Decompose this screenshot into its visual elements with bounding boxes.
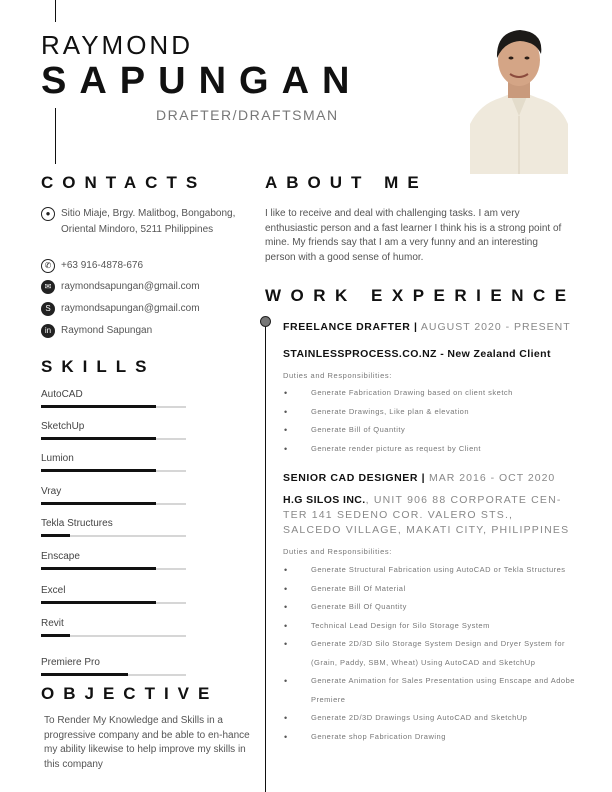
company-address: , UNIT 906 88 CORPORATE CEN-TER 141 SEDENO COR. VALERO STS., SALCEDO VILLAGE, MAKATI CITY, PHILIPPINES: [283, 494, 570, 536]
company-name: STAINLESSPROCESS.CO.NZ - New Zealand Client: [283, 348, 551, 360]
contact-skype[interactable]: [41, 301, 200, 317]
skill-item: [41, 421, 187, 432]
email-icon: ✉: [41, 280, 55, 294]
objective-text: To Render My Knowledge and Skills in a progressive company and be able to en-hance my ability likewise to help improve my skills in this company: [44, 715, 250, 770]
timeline-dot: [260, 316, 271, 327]
location-icon: ●: [41, 207, 55, 221]
skill-bar-fill: [41, 567, 156, 570]
skype-icon: S: [41, 302, 55, 316]
skill-item: [41, 518, 187, 529]
contact-email-text[interactable]: raymondsapungan@gmail.com: [61, 281, 200, 292]
skill-bar-fill: [41, 601, 156, 604]
contact-linkedin[interactable]: [41, 323, 152, 339]
objective-title: OBJECTIVE: [41, 684, 219, 703]
job-company: [283, 347, 583, 362]
contact-linkedin-text[interactable]: Raymond Sapungan: [61, 325, 153, 336]
skills-title: SKILLS: [41, 357, 156, 376]
job-dates: MAR 2016 - OCT 2020: [425, 472, 556, 484]
work-title: WORK EXPERIENCE: [265, 286, 576, 305]
duties-label: Duties and Responsibilities:: [283, 547, 392, 556]
company-name: H.G SILOS INC.: [283, 494, 366, 506]
skill-name: Lumion: [41, 453, 74, 464]
skill-item: [41, 389, 187, 400]
timeline-line: [265, 320, 266, 792]
profile-photo: [470, 24, 568, 174]
contact-email[interactable]: [41, 279, 200, 295]
skill-name: SketchUp: [41, 421, 85, 432]
skill-name: Revit: [41, 618, 64, 629]
duty-item: • Generate Drawings, Like plan & elevation: [283, 403, 573, 422]
skill-item: [41, 657, 187, 668]
about-text: I like to receive and deal with challenging tasks. I am very enthusiastic person and a fast learner I think his is a strong point of mine. My friends say that I am a very funny and an interesting person with a good sense of humor.: [265, 208, 562, 263]
skill-bar-fill: [41, 634, 70, 637]
duty-item: • Generate Bill Of Quantity: [283, 598, 575, 617]
skill-name: Vray: [41, 486, 62, 497]
skill-bar-fill: [41, 405, 156, 408]
duty-item: • Generate shop Fabrication Drawing: [283, 728, 575, 747]
duty-item: • Generate Animation for Sales Presentation using Enscape and Adobe Premiere: [283, 672, 575, 709]
job-heading: [283, 472, 555, 484]
contacts-title: CONTACTS: [41, 173, 207, 192]
skill-name: Excel: [41, 585, 66, 596]
skill-bar-fill: [41, 437, 156, 440]
phone-icon: ✆: [41, 259, 55, 273]
skill-item: [41, 585, 187, 596]
skill-name: AutoCAD: [41, 389, 83, 400]
duty-item: • Generate Bill of Quantity: [283, 421, 573, 440]
duties-label: Duties and Responsibilities:: [283, 371, 392, 380]
job-heading: [283, 321, 571, 333]
duty-item: • Technical Lead Design for Silo Storage System: [283, 617, 575, 636]
duty-item: • Generate Bill Of Material: [283, 580, 575, 599]
contact-address: [41, 206, 246, 238]
skill-bar-fill: [41, 469, 156, 472]
header-top-line: [55, 0, 56, 22]
skill-name: Tekla Structures: [41, 518, 113, 529]
skill-item: [41, 551, 187, 562]
about-title: ABOUT ME: [265, 173, 428, 192]
duties-list: [283, 561, 575, 746]
duty-item: • Generate Fabrication Drawing based on client sketch: [283, 384, 573, 403]
skill-name: Enscape: [41, 551, 80, 562]
duty-item: • Generate Structural Fabrication using AutoCAD or Tekla Structures: [283, 561, 575, 580]
contact-skype-text[interactable]: raymondsapungan@gmail.com: [61, 303, 200, 314]
duty-item: • Generate render picture as request by Client: [283, 440, 573, 459]
linkedin-icon: in: [41, 324, 55, 338]
skill-item: [41, 486, 187, 497]
duties-list: [283, 384, 573, 458]
job-role: FREELANCE DRAFTER |: [283, 321, 418, 333]
skill-bar-fill: [41, 502, 156, 505]
first-name: RAYMOND: [41, 30, 193, 60]
job-company: [283, 493, 573, 538]
contact-phone-text: +63 916-4878-676: [61, 260, 144, 271]
job-title: DRAFTER/DRAFTSMAN: [156, 107, 339, 123]
last-name: SAPUNGAN: [41, 60, 363, 102]
skill-bar-fill: [41, 673, 128, 676]
job-dates: AUGUST 2020 - PRESENT: [417, 321, 571, 333]
job-role: SENIOR CAD DESIGNER |: [283, 472, 426, 484]
contact-address-text: Sitio Miaje, Brgy. Malitbog, Bongabong, Oriental Mindoro, 5211 Philippines: [61, 208, 236, 235]
skill-item: [41, 618, 187, 629]
skill-item: [41, 453, 187, 464]
skill-name: Premiere Pro: [41, 657, 100, 668]
skill-bar-fill: [41, 534, 70, 537]
duty-item: • Generate 2D/3D Drawings Using AutoCAD and SketchUp: [283, 709, 575, 728]
header-bottom-line: [55, 108, 56, 164]
duty-item: • Generate 2D/3D Silo Storage System Design and Dryer System for (Grain, Paddy, SBM, Wheat) Using AutoCAD and SketchUp: [283, 635, 575, 672]
contact-phone: [41, 258, 143, 274]
